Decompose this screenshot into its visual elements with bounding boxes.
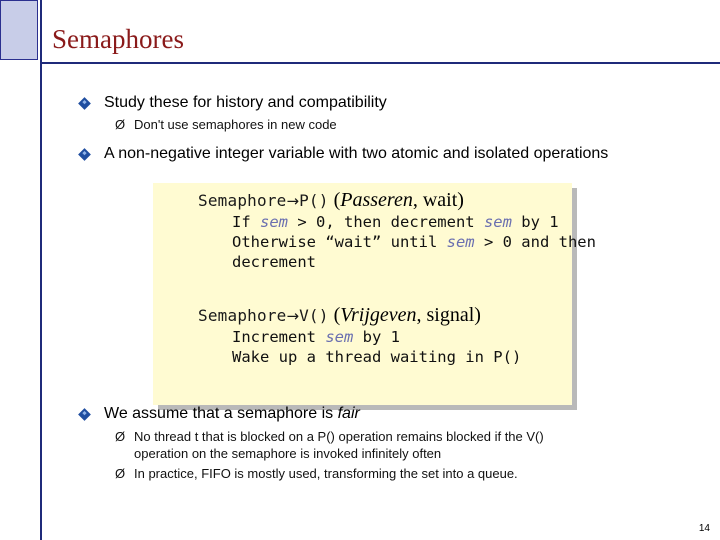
diamond-bullet-icon (78, 97, 91, 110)
arrowhead-icon: Ø (115, 429, 126, 444)
arrowhead-icon: Ø (115, 466, 126, 481)
p-line-3: decrement (232, 253, 316, 271)
arrowhead-icon: Ø (115, 117, 126, 132)
slide-title: Semaphores (52, 24, 184, 54)
bullet-3-sub-2: In practice, FIFO is mostly used, transforming the set into a queue. (134, 466, 518, 481)
left-divider (40, 0, 42, 540)
right-arrow-icon: → (286, 307, 300, 325)
p-line-2: Otherwise “wait” until sem > 0 and then (232, 233, 596, 251)
bullet-3-text: We assume that a semaphore is fair (104, 405, 360, 422)
page-number: 14 (698, 523, 710, 534)
v-line-2: Wake up a thread waiting in P() (232, 348, 522, 366)
diamond-bullet-icon (78, 148, 91, 161)
bullet-1-sub-1: Don't use semaphores in new code (134, 117, 337, 132)
bullet-2-text: A non-negative integer variable with two atomic and isolated operations (104, 145, 609, 162)
title-underline (40, 62, 720, 64)
bullet-3-sub-1: No thread t that is blocked on a P() operation remains blocked if the V() (134, 429, 544, 444)
corner-decoration (0, 0, 38, 60)
bullet-1-text: Study these for history and compatibility (104, 94, 387, 111)
diamond-bullet-icon (78, 408, 91, 421)
p-operation-heading: Semaphore→P() (Passeren, wait) (198, 189, 464, 211)
v-line-1: Increment sem by 1 (232, 328, 400, 346)
bullet-3-sub-1-cont: operation on the semaphore is invoked infinitely often (134, 446, 442, 461)
v-operation-heading: Semaphore→V() (Vrijgeven, signal) (198, 304, 481, 326)
right-arrow-icon: → (286, 192, 300, 210)
p-line-1: If sem > 0, then decrement sem by 1 (232, 213, 559, 231)
